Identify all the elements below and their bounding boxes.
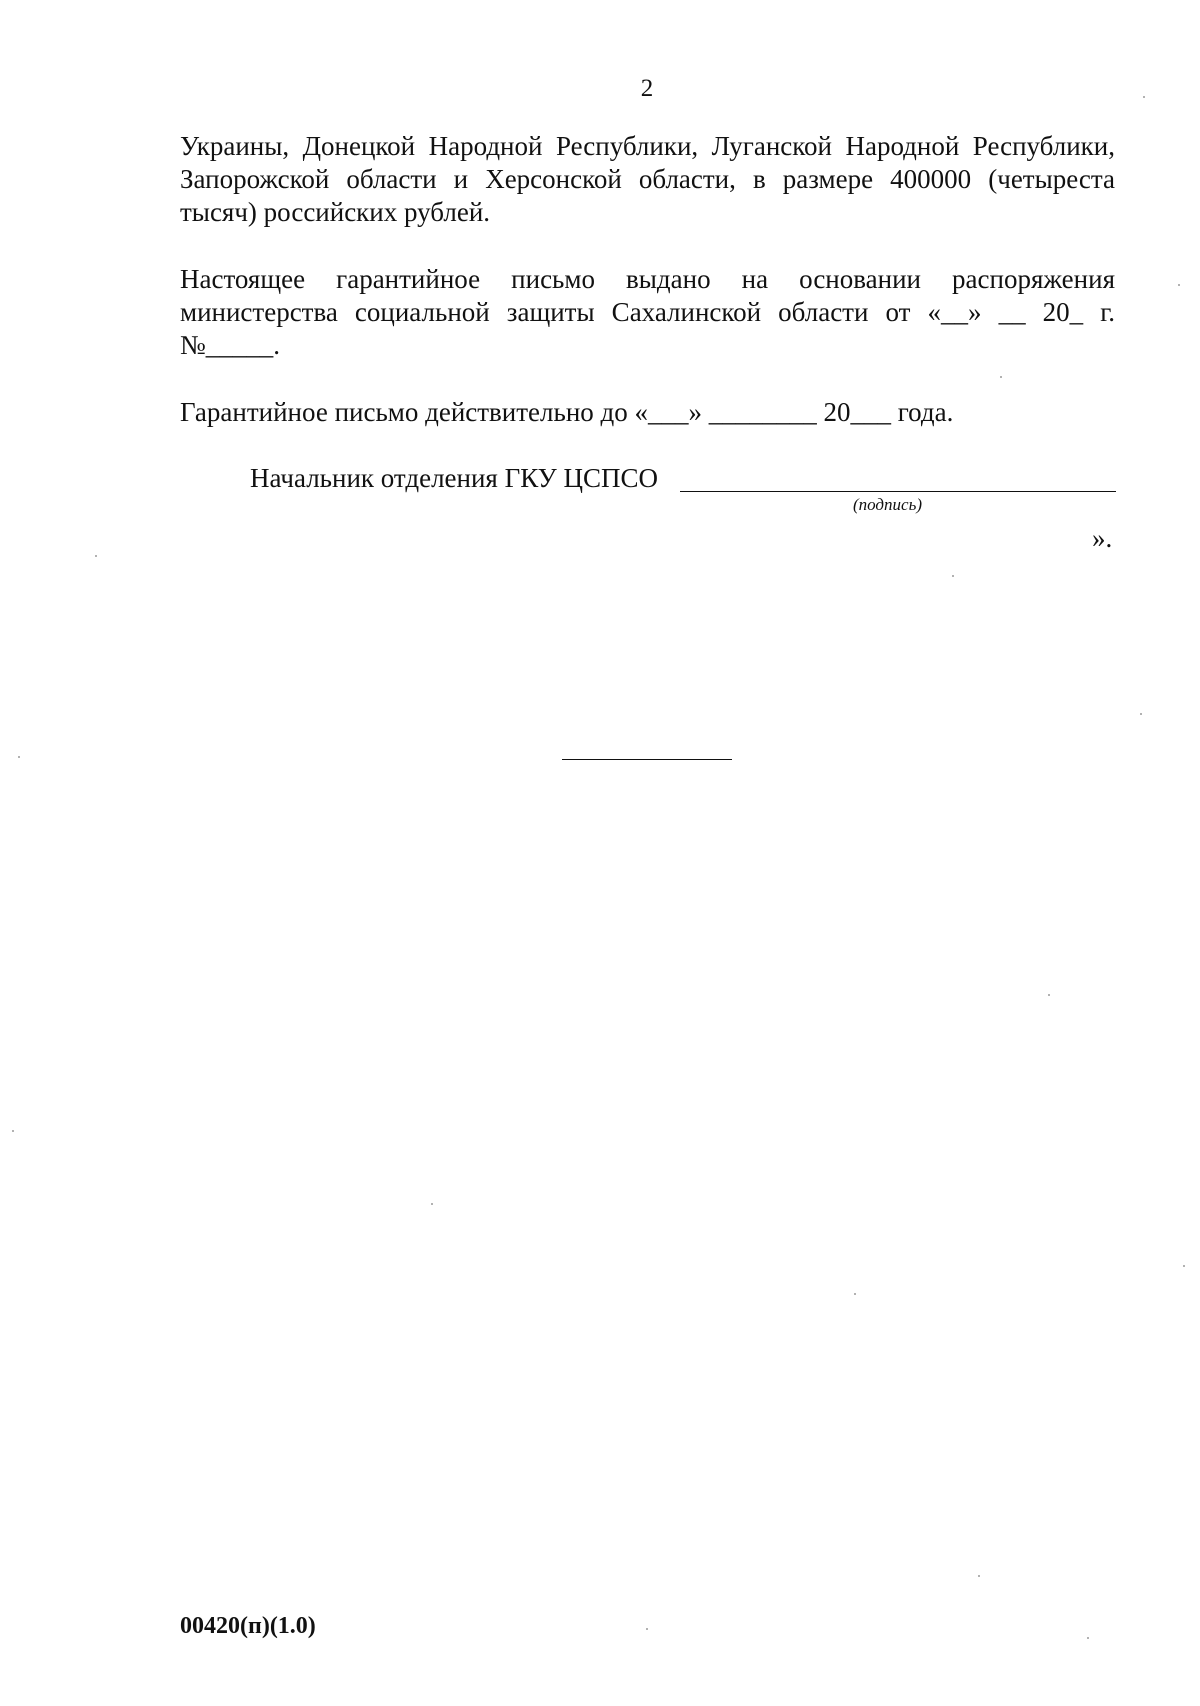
paragraph-line: №_____. bbox=[180, 330, 281, 360]
document-code: 00420(п)(1.0) bbox=[180, 1613, 316, 1639]
section-divider bbox=[562, 759, 732, 760]
scan-speck bbox=[1087, 1637, 1089, 1639]
paragraph-line: министерства социальной защиты Сахалинской области от «__» __ 20_ г. bbox=[180, 297, 1115, 327]
paragraph-basis bbox=[180, 263, 1115, 362]
scan-speck bbox=[1183, 1265, 1185, 1267]
scan-speck bbox=[431, 1203, 433, 1205]
scan-speck bbox=[95, 555, 97, 557]
signature-line bbox=[680, 491, 1116, 492]
signature-label: Начальник отделения ГКУ ЦСПСО bbox=[250, 463, 659, 493]
paragraph-line: Запорожской области и Херсонской области, в размере 400000 (четыреста bbox=[180, 164, 1115, 194]
paragraph-line: тысяч) российских рублей. bbox=[180, 197, 491, 227]
closing-quote: ». bbox=[1092, 523, 1113, 553]
page-number: 2 bbox=[640, 75, 654, 102]
scan-speck bbox=[1143, 96, 1145, 98]
scan-speck bbox=[1048, 994, 1050, 996]
scan-speck bbox=[646, 1628, 648, 1630]
scan-speck bbox=[1000, 376, 1002, 378]
paragraph-line: Украины, Донецкой Народной Республики, Луганской Народной Республики, bbox=[180, 131, 1115, 161]
scan-speck bbox=[12, 1130, 14, 1132]
scan-speck bbox=[1178, 284, 1180, 286]
paragraph-line: Гарантийное письмо действительно до «___» ________ 20___ года. bbox=[180, 397, 954, 427]
paragraph-validity bbox=[180, 396, 1115, 429]
scan-speck bbox=[978, 1575, 980, 1577]
paragraph-amount bbox=[180, 130, 1115, 229]
scan-speck bbox=[952, 575, 954, 577]
paragraph-line: Настоящее гарантийное письмо выдано на основании распоряжения bbox=[180, 264, 1115, 294]
scan-speck bbox=[18, 756, 20, 758]
scan-speck bbox=[854, 1293, 856, 1295]
scan-speck bbox=[1140, 713, 1142, 715]
signature-caption: (подпись) bbox=[853, 495, 922, 514]
